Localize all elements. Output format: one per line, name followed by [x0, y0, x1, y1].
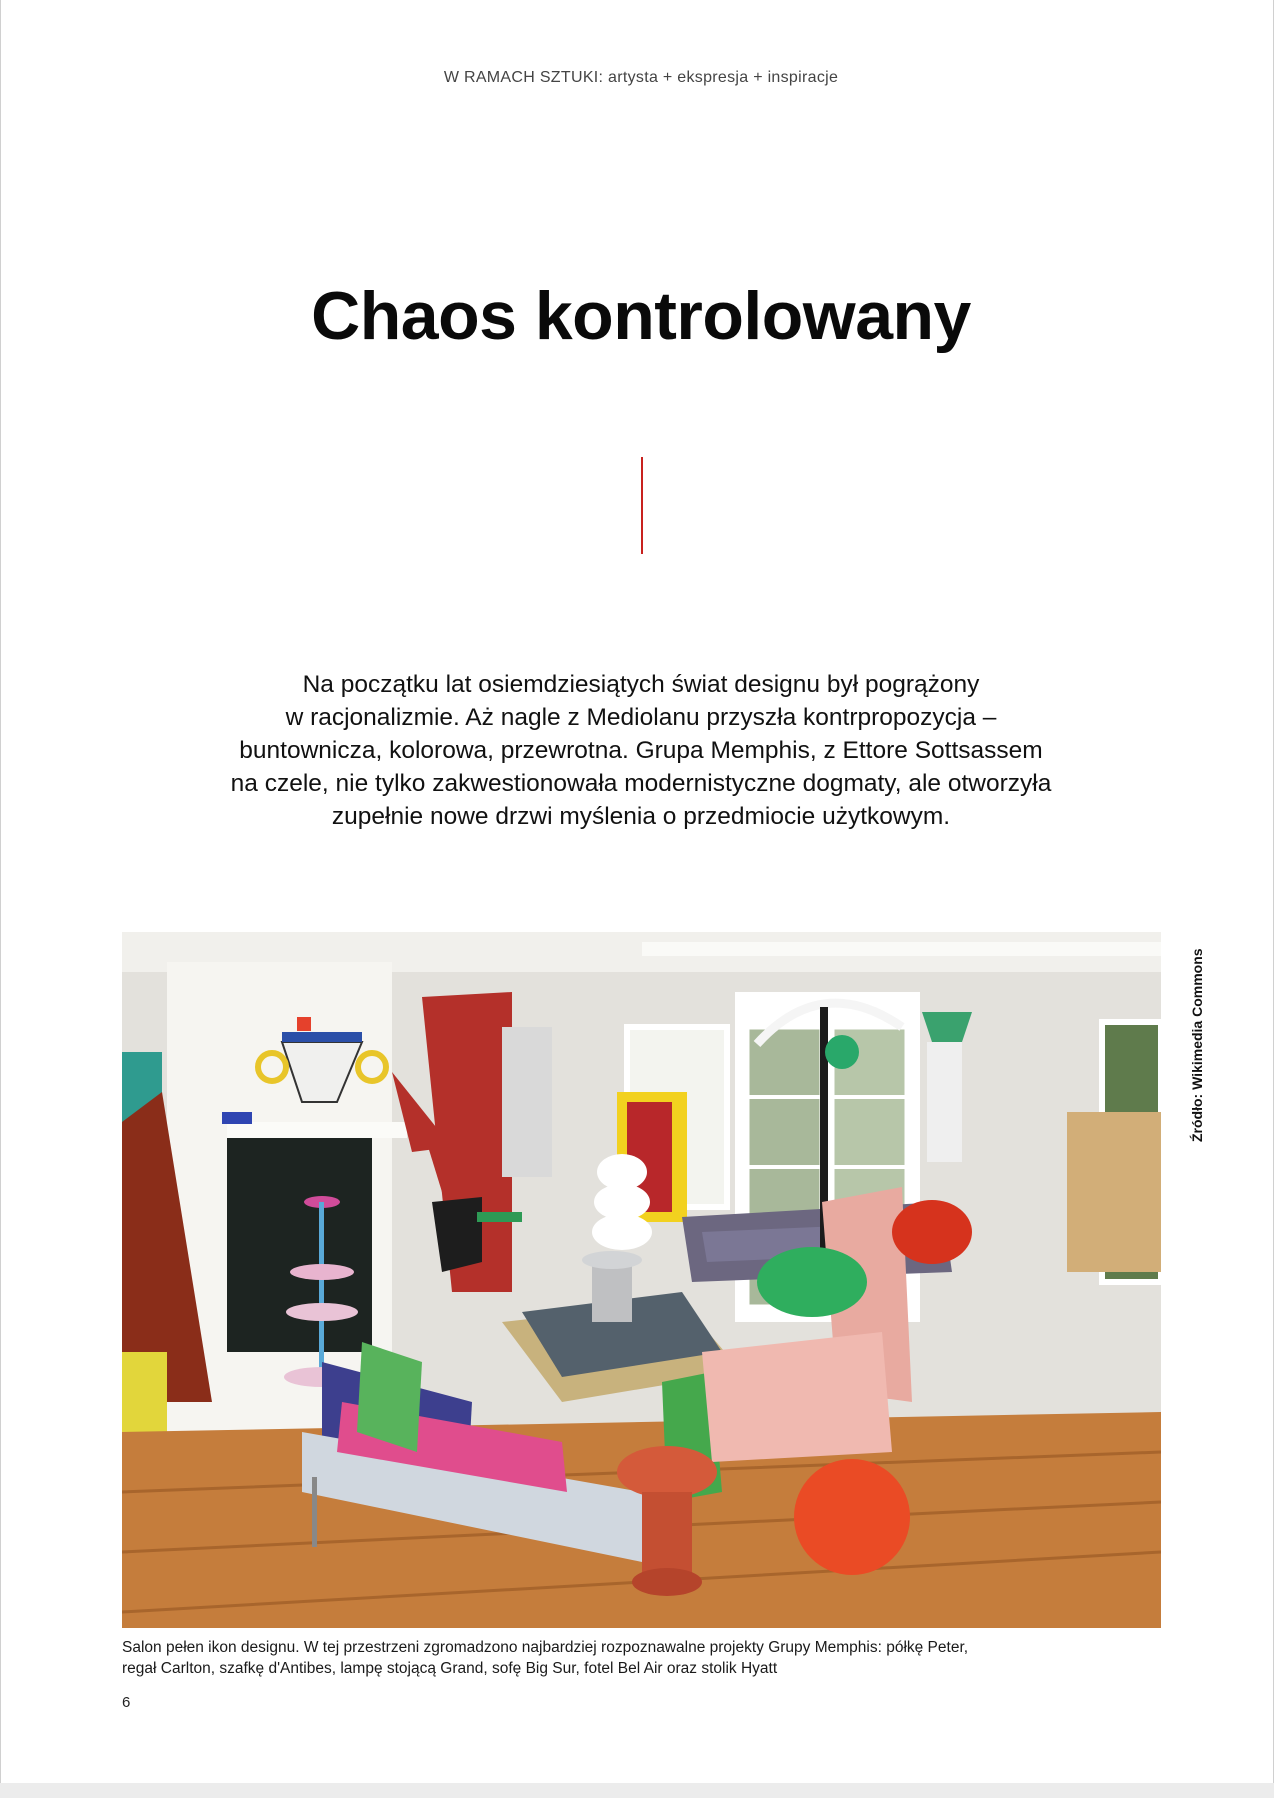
- lead-line: w racjonalizmie. Aż nagle z Mediolanu przyszła kontrpropozycja –: [285, 703, 997, 731]
- photo-credit-text: Źródło: Wikimedia Commons: [1189, 948, 1205, 1142]
- lead-line: Na początku lat osiemdziesiątych świat designu był pogrążony: [302, 670, 980, 698]
- page-number: 6: [122, 1694, 131, 1711]
- article-title: Chaos kontrolowany: [311, 278, 971, 354]
- photo-credit: [1173, 932, 1205, 1142]
- article-lead: [151, 668, 1131, 833]
- lead-line: na czele, nie tylko zakwestionowała modernistyczne dogmaty, ale otworzyła: [230, 769, 1052, 797]
- caption-line: Salon pełen ikon designu. W tej przestrzeni zgromadzono najbardziej rozpoznawalne projekty Grupy Memphis: półkę Peter,: [122, 1639, 969, 1656]
- accent-rule: [641, 457, 643, 554]
- living-room-photo: [122, 932, 1161, 1628]
- photo-caption: [122, 1637, 1162, 1679]
- lead-line: zupełnie nowe drzwi myślenia o przedmiocie użytkowym.: [331, 802, 951, 830]
- lead-line: buntownicza, kolorowa, przewrotna. Grupa Memphis, z Ettore Sottsassem: [239, 736, 1043, 764]
- running-header: W RAMACH SZTUKI: artysta + ekspresja + inspiracje: [443, 69, 839, 86]
- caption-line: regał Carlton, szafkę d'Antibes, lampę stojącą Grand, sofę Big Sur, fotel Bel Air oraz stolik Hyatt: [122, 1660, 778, 1677]
